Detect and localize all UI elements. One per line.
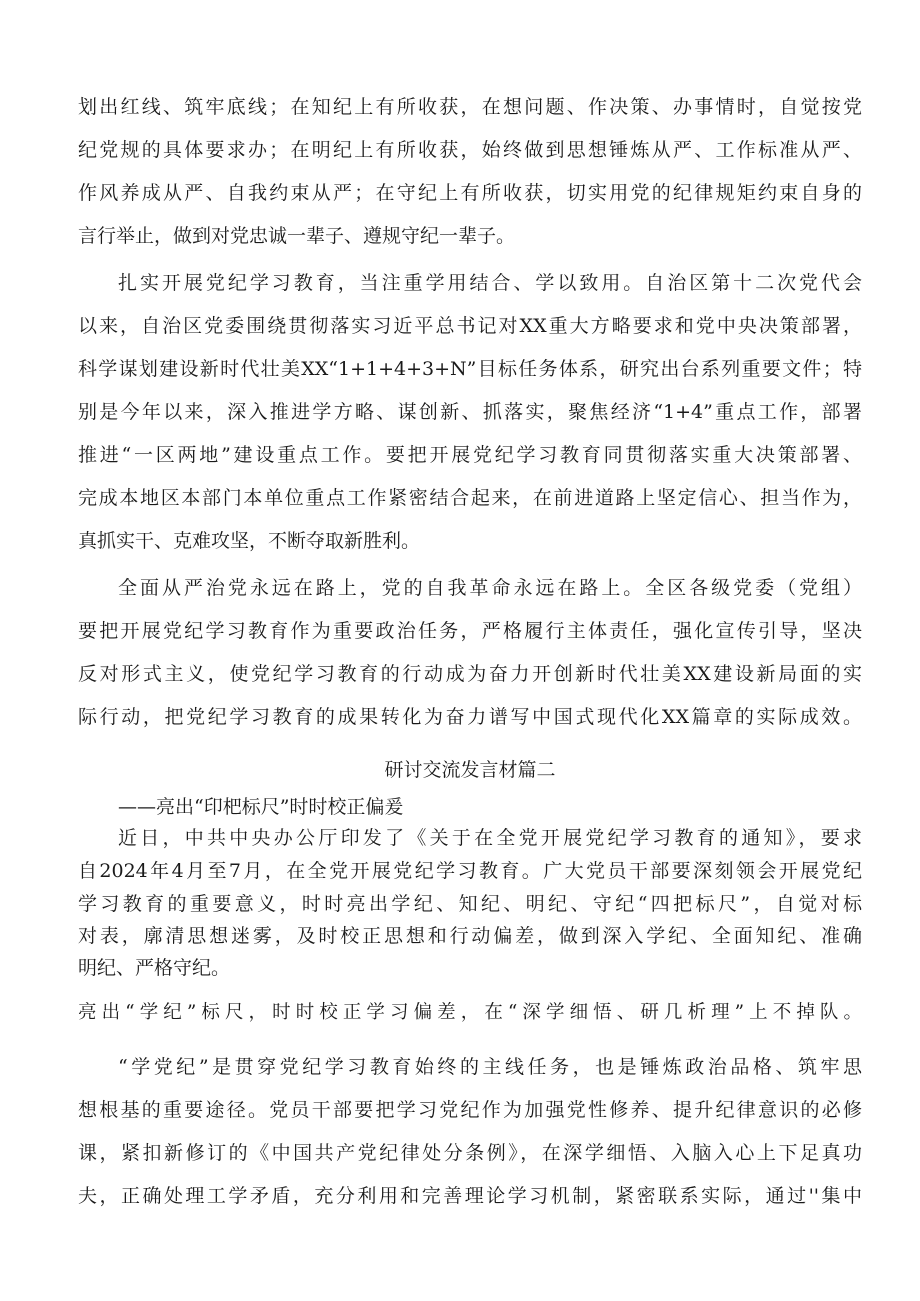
paragraph-line: 自2024年4月至7月，在全党开展党纪学习教育。广大党员干部要深刻领会开展党纪 — [78, 860, 862, 882]
paragraph-line: 要把开展党纪学习教育作为重要政治任务，严格履行主体责任，强化宣传引导，坚决 — [78, 620, 862, 642]
section-subtitle: ——亮出“印杷标尺”时时校正偏爰 — [118, 796, 404, 818]
paragraph-line: 推进“一区两地”建设重点工作。要把开展党纪学习教育同贯彻落实重大决策部署、 — [78, 444, 862, 466]
paragraph-line: “学党纪”是贯穿党纪学习教育始终的主线任务，也是锤炼政治品格、筑牢思 — [118, 1056, 862, 1078]
section-title: 研讨交流发言材篇二 — [384, 759, 556, 781]
paragraph-line: 作风养成从严、自我约束从严；在守纪上有所收获，切实用党的纪律规矩约束自身的 — [78, 182, 862, 204]
section-heading: 亮出“学纪”标尺，时时校正学习偏差，在“深学细悟、研几析理”上不掉队。 — [78, 1002, 862, 1023]
paragraph-line: 完成本地区本部门本单位重点工作紧密结合起来，在前进道路上坚定信心、担当作为， — [78, 487, 862, 509]
paragraph-line: 以来，自治区党委围绕贯彻落实习近平总书记对XX重大方略要求和党中央决策部署， — [78, 315, 862, 337]
paragraph-line: 明纪、严格守纪。 — [78, 957, 231, 979]
paragraph-line: 扎实开展党纪学习教育，当注重学用结合、学以致用。自治区第十二次党代会 — [118, 272, 862, 294]
paragraph-line: 科学谋划建设新时代壮美XX“1+1+4+3+N”目标任务体系，研究出台系列重要文件；特 — [78, 358, 862, 380]
paragraph-line: 别是今年以来，深入推进学方略、谋创新、抓落实，聚焦经济“1+4”重点工作，部署 — [78, 401, 862, 423]
paragraph-line: 想根基的重要途径。党员干部要把学习党纪作为加强党性修养、提升纪律意识的必修 — [78, 1099, 862, 1121]
paragraph-line: 纪党规的具体要求办；在明纪上有所收获，始终做到思想锤炼从严、工作标准从严、 — [78, 139, 862, 161]
paragraph-line: 全面从严治党永远在路上，党的自我革命永远在路上。全区各级党委（党组） — [118, 577, 862, 599]
paragraph-line: 言行举止，做到对党忠诚一辈子、遵规守纪一辈子。 — [78, 225, 516, 247]
paragraph-line: 真抓实干、克难攻坚，不断夺取新胜利。 — [78, 530, 421, 552]
paragraph-line: 课，紧扣新修订的《中国共产党纪律处分条例》，在深学细悟、入脑入心上下足真功 — [78, 1142, 862, 1164]
paragraph-line: 划出红线、筑牢底线；在知纪上有所收获，在想问题、作决策、办事情时，自觉按党 — [78, 96, 862, 118]
paragraph-line: 对表，廓清思想迷雾，及时校正思想和行动偏差，做到深入学纪、全面知纪、准确 — [78, 925, 862, 947]
paragraph-line: 际行动，把党纪学习教育的成果转化为奋力谱写中国式现代化XX篇章的实际成效。 — [78, 706, 862, 728]
paragraph-line: 学习教育的重要意义，时时亮出学纪、知纪、明纪、守纪“四把标尺”，自觉对标 — [78, 893, 862, 915]
paragraph-line: 近日，中共中央办公厅印发了《关于在全党开展党纪学习教育的通知》，要求 — [118, 827, 862, 849]
paragraph-line: 反对形式主义，使党纪学习教育的行动成为奋力开创新时代壮美XX建设新局面的实 — [78, 663, 862, 685]
paragraph-line: 夫，正确处理工学矛盾，充分利用和完善理论学习机制，紧密联系实际，通过''集中 — [78, 1185, 862, 1207]
